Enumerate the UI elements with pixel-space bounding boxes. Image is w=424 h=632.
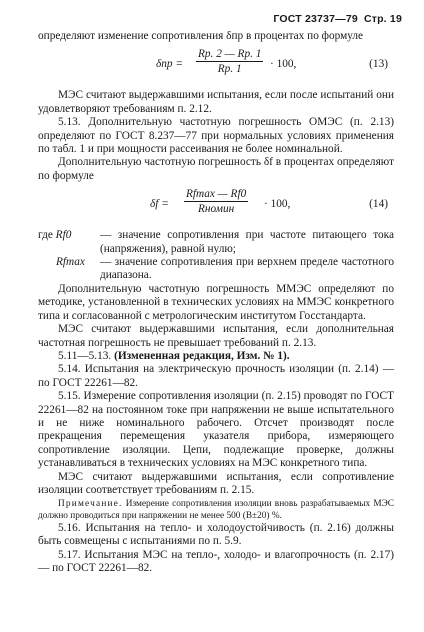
definition-rf0-symbol: где Rf0 xyxy=(38,229,72,242)
note-text: Измерение сопротивления изоляции вновь разрабатываемых МЭС должно проводиться при напряжении не менее 500 (В±20) %. xyxy=(38,499,394,521)
symbol-definitions xyxy=(38,229,394,283)
standard-number: ГОСТ 23737—79 xyxy=(273,13,358,25)
paragraph-result-2-13: МЭС считают выдержавшими испытания, если дополнительная частотная погрешность не превышает требований п. 2.13. xyxy=(38,323,394,349)
formula-13-number: (13) xyxy=(369,58,388,71)
definition-prefix: где xyxy=(38,229,53,242)
body-text xyxy=(38,30,394,575)
paragraph-result-2-12: МЭС считают выдержавшими испытания, если после испытаний они удовлетворяют требованиям п. 2.12. xyxy=(38,89,394,115)
formula-14-fraction xyxy=(184,187,248,217)
formula-13-fraction xyxy=(196,47,263,77)
paragraph-formula-intro: определяют изменение сопротивления δпр в процентах по формуле xyxy=(38,30,364,42)
formula-13-numerator: Rр. 2 — Rр. 1 xyxy=(198,48,262,61)
definition-rfmax-symbol: Rfmax xyxy=(56,256,85,269)
paragraph-5-13: 5.13. Дополнительную частотную погрешность ОМЭС (п. 2.13) определяют по ГОСТ 8.237—77 при нормальных условиях применения по табл. 1 и при мощности рассеивания не более номинальной. xyxy=(38,116,394,156)
paragraph-5-17: 5.17. Испытания МЭС на тепло-, холодо- и влагопрочность (п. 2.17) — по ГОСТ 22261—82. xyxy=(38,548,394,574)
paragraph-freq-error-intro: Дополнительную частотную погрешность δf в процентах определяют по формуле xyxy=(38,156,394,182)
formula-13-lhs: δпр = xyxy=(156,58,183,71)
note-insulation xyxy=(38,499,394,521)
running-header xyxy=(267,13,402,25)
paragraph-5-15: 5.15. Измерение сопротивления изоляции (п. 2.15) проводят по ГОСТ 22261—82 на постоянном токе при напряжении не выше испытательного и не ниже номинального рабочего. Отсчет производят после прекращения перемещения указателя прибора, измеряющего сопротивление изоляции. Цепи, подлежащие проверке, должны устанавливаться в технических условиях на МЭС конкретного типа. xyxy=(38,390,394,470)
definition-rfmax-text: — значение сопротивления при верхнем пределе частотного диапазона. xyxy=(100,256,394,282)
formula-14-denominator: Rномин xyxy=(198,203,235,216)
definition-rf0-text: — значение сопротивления при частоте питающего тока (напряжения), равной нулю; xyxy=(100,229,394,255)
formula-13 xyxy=(38,47,394,83)
amendment-range: 5.11—5.13. xyxy=(58,349,112,362)
formula-13-tail: · 100, xyxy=(270,58,297,71)
amendment-note: (Измененная редакция, Изм. № 1). xyxy=(114,349,290,362)
formula-14-tail: · 100, xyxy=(264,198,291,211)
definition-rfmax xyxy=(38,256,394,283)
formula-14-lhs: δf = xyxy=(150,198,169,211)
paragraph-5-14: 5.14. Испытания на электрическую прочность изоляции (п. 2.14) — по ГОСТ 22261—82. xyxy=(38,363,394,389)
formula-14 xyxy=(38,187,394,223)
formula-13-denominator: Rр. 1 xyxy=(217,63,242,76)
formula-14-numerator: Rfmax — Rf0 xyxy=(186,188,247,201)
page-number: Стр. 19 xyxy=(363,13,402,25)
formula-14-number: (14) xyxy=(369,198,388,211)
note-label: Примечание. xyxy=(58,499,123,510)
paragraph-amendment xyxy=(38,350,394,363)
paragraph-5-16: 5.16. Испытания на тепло- и холодоустойчивость (п. 2.16) должны быть совмещены с испытаниями по п. 5.9. xyxy=(38,521,394,548)
definition-rf0 xyxy=(38,229,394,256)
paragraph-result-2-15: МЭС считают выдержавшими испытания, если сопротивление изоляции соответствует требованиям п. 2.15. xyxy=(38,470,394,496)
paragraph-mmes-method: Дополнительную частотную погрешность ММЭС определяют по методике, установленной в технических условиях на ММЭС конкретного типа и согласованной с метрологическим институтом Госстандарта. xyxy=(38,282,394,322)
